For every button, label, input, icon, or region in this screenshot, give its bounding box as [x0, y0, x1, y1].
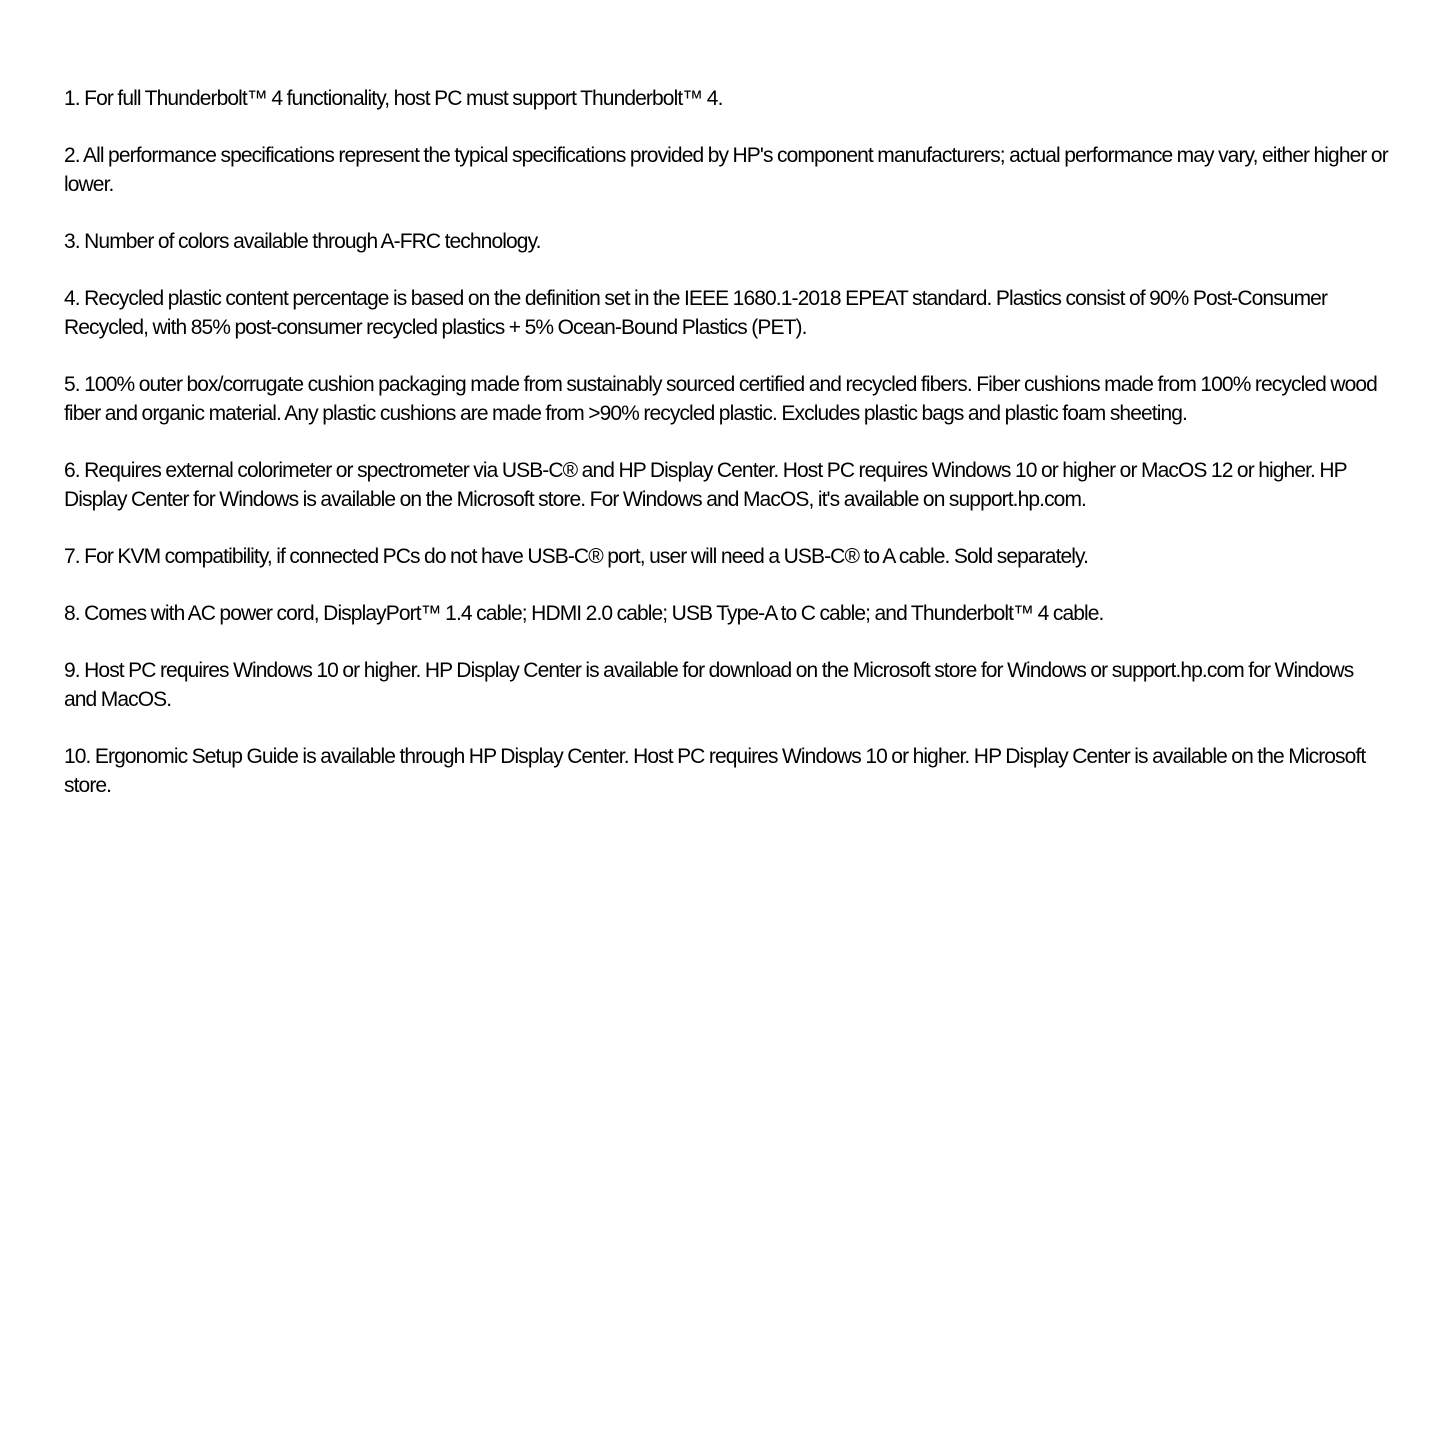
- footnote-6: 6. Requires external colorimeter or spectrometer via USB-C® and HP Display Center. Host PC requires Windows 10 or higher or MacOS 12 or higher. HP Display Center for Windows is available on the Microsoft store. For Windows and MacOS, it's available on support.hp.com.: [64, 459, 1347, 511]
- footnote-4: 4. Recycled plastic content percentage is based on the definition set in the IEEE 1680.1-2018 EPEAT standard. Plastics consist of 90% Post-Consumer Recycled, with 85% post-consumer recycled plastics + 5% Ocean-Bound Plastics (PET).: [64, 287, 1328, 339]
- footnote-8: 8. Comes with AC power cord, DisplayPort™ 1.4 cable; HDMI 2.0 cable; USB Type-A to C cable; and Thunderbolt™ 4 cable.: [64, 602, 1104, 625]
- footnote-9: 9. Host PC requires Windows 10 or higher. HP Display Center is available for download on the Microsoft store for Windows or support.hp.com for Windows and MacOS.: [64, 659, 1354, 711]
- footnote-10: 10. Ergonomic Setup Guide is available through HP Display Center. Host PC requires Windows 10 or higher. HP Display Center is available on the Microsoft store.: [64, 745, 1366, 797]
- footnote-3: 3. Number of colors available through A-FRC technology.: [64, 230, 541, 253]
- footnote-7: 7. For KVM compatibility, if connected PCs do not have USB-C® port, user will need a USB-C® to A cable. Sold separately.: [64, 545, 1089, 568]
- footnote-5: 5. 100% outer box/corrugate cushion packaging made from sustainably sourced certified and recycled fibers. Fiber cushions made from 100% recycled wood fiber and organic material. Any plastic cushions are made from >90% recycled plastic. Excludes plastic bags and plastic foam sheeting.: [64, 373, 1377, 425]
- footnote-2: 2. All performance specifications represent the typical specifications provided by HP's component manufacturers; actual performance may vary, either higher or lower.: [64, 144, 1388, 196]
- footnotes-list: [64, 84, 1389, 828]
- footnote-1: 1. For full Thunderbolt™ 4 functionality, host PC must support Thunderbolt™ 4.: [64, 87, 723, 110]
